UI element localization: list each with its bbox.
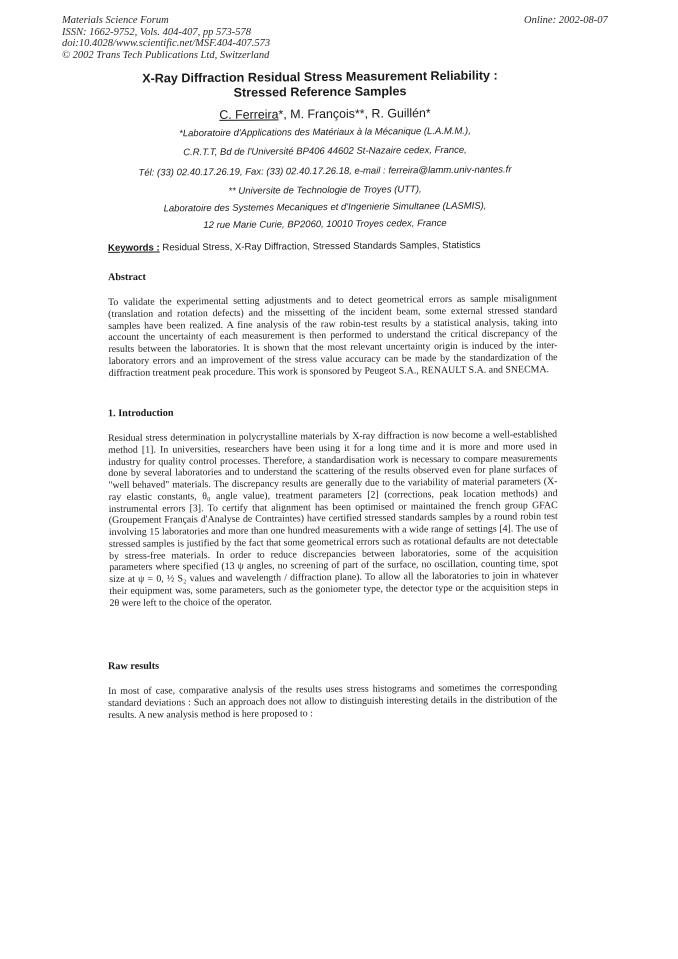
author-list	[180, 106, 470, 123]
introduction-heading: 1. Introduction	[107, 407, 174, 420]
affiliation-line-2: C.R.T.T, Bd de l'Université BP406 44602 St-Nazaire cedex, France,	[183, 144, 467, 159]
keywords-text: Residual Stress, X-Ray Diffraction, Stressed Standards Samples, Statistics	[159, 239, 481, 254]
copyright-line: © 2002 Trans Tech Publications Ltd, Switzerland	[62, 49, 270, 61]
abstract-heading: Abstract	[107, 271, 146, 284]
journal-name: Materials Science Forum	[62, 15, 169, 26]
affiliation-line-6: 12 rue Marie Curie, BP2060, 10010 Troyes cedex, France	[203, 217, 447, 232]
affiliation-line-1: *Laboratoire d'Applications des Matériaux à la Mécanique (L.A.M.M.),	[179, 125, 471, 140]
author-first-mark: *,	[278, 107, 291, 122]
doi-line: doi:10.4028/www.scientific.net/MSF.404-407.573	[62, 38, 271, 50]
affiliation-line-4: ** Universite de Technologie de Troyes (UTT),	[228, 184, 422, 197]
keywords-label: Keywords :	[107, 242, 160, 254]
keywords	[108, 239, 578, 254]
online-date: Online: 2002-08-07	[524, 15, 608, 26]
title-line-2: Stressed Reference Samples	[233, 84, 407, 100]
abstract-text: To validate the experimental setting adjustments and to detect geometrical errors as sample misalignment (translation and rotation defects) and the missetting of the incident beam, some external stressed standard samples have been realized. A fine analysis of the raw robin-test results by a statistical analysis, taking into account the uncertainty of each measurement is then performed to understand the critical discrepancy of the results between the laboratories. It is shown that the most relevant uncertainty origin is induced by the inter-laboratory errors and an improvement of the stress value accuracy can be made by the standardization of the diffraction treatment peak procedure. This work is sponsored by Peugeot S.A., RENAULT S.A. and SNECMA.	[108, 293, 558, 379]
issn-line: ISSN: 1662-9752, Vols. 404-407, pp 573-578	[62, 26, 251, 38]
affiliation-line-5: Laboratoire des Systemes Mecaniques et d'Ingenierie Simultanee (LASMIS),	[163, 200, 487, 215]
raw-results-heading: Raw results	[107, 660, 160, 673]
affiliation-line-3: Tél: (33) 02.40.17.26.19, Fax: (33) 02.40.17.26.18, e-mail : ferreira@lamm.univ-nantes.fr	[138, 164, 512, 179]
author-rest: M. François**, R. Guillén*	[290, 106, 431, 122]
introduction-text: Residual stress determination in polycrystalline materials by X-ray diffraction is now become a well-established method [1]. In universities, researchers have been using it for a long time and it is more and more used in industry for quality control processes. Therefore, a standardisation work is necessary to compare measurements done by several laboratories and to understand the scattering of the results observed even for plane surfaces of "well behaved" materials. The discrepancy results are generally due to the variability of material parameters (X-ray elastic constants, θ₀ angle value), treatment parameters [2] (corrections, peak location methods) and instrumental errors [3]. To certify that alignment has been optimised or maintained the french group GFAC (Groupement Français d'Analyse de Contraintes) have certified stressed standards samples by a round robin test involving 15 laboratories and more than one hundred measurements with a wide range of settings [4]. The use of stressed samples is justified by the fact that some geometrical errors such as rotational defaults are not detectable by stress-free materials. In order to reduce discrepancies between laboratories, some of the acquisition parameters where specified (13 ψ angles, no screening of part of the surface, no oscillation, counting time, spot size at ψ = 0, ½ S₂ values and wavelength / diffraction plane). To allow all the laboratories to join in whatever their equipment was, some parameters, such as the goniometer type, the detector type or the acquisition steps in 2θ were left to the choice of the operator.	[108, 429, 559, 609]
raw-results-text: In most of case, comparative analysis of the results uses stress histograms and sometimes the corresponding standard deviations : Such an approach does not allow to distinguish interesting details in the distribution of the results. A new analysis method is here proposed to :	[108, 682, 558, 721]
author-first: C. Ferreira	[219, 107, 279, 122]
paper-title	[110, 68, 530, 102]
title-line-1: X-Ray Diffraction Residual Stress Measurement Reliability :	[142, 68, 498, 86]
journal-header	[62, 15, 270, 61]
